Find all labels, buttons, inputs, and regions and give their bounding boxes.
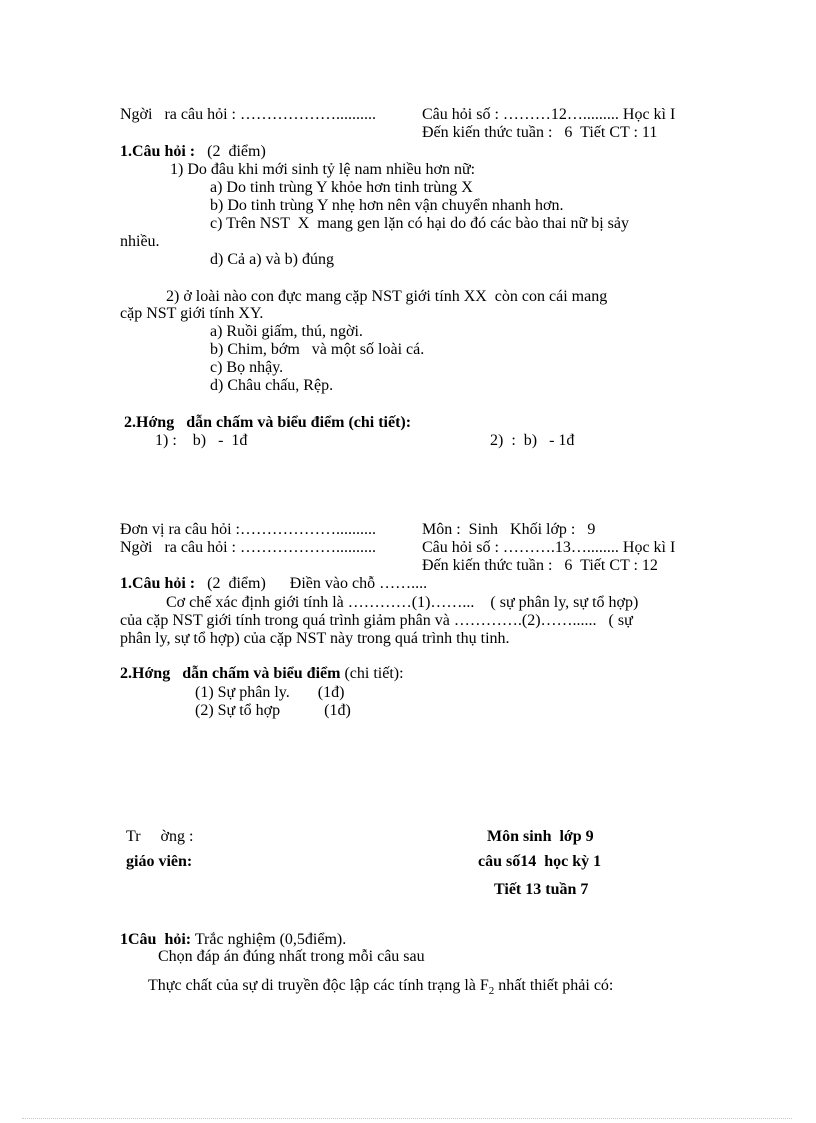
q12-item1-option-b: b) Do tinh trùng Y nhẹ hơn nên vận chuyển nhanh hơn. bbox=[210, 197, 564, 214]
q13-section2-heading bbox=[120, 665, 404, 683]
q12-section1-heading bbox=[120, 143, 266, 161]
q13-text-line1: Cơ chế xác định giới tính là …………(1)……... ( sự phân ly, sự tổ hợp) bbox=[166, 594, 639, 611]
q14-section1-label: 1Câu hỏi: bbox=[120, 931, 192, 948]
q12-section1-points: (2 điểm) bbox=[195, 143, 266, 160]
q14-section1-heading bbox=[120, 931, 346, 949]
q12-question-number: Câu hỏi số : ………12…......... Học kì I bbox=[422, 106, 676, 123]
q12-week: Đến kiến thức tuần : 6 Tiết CT : 11 bbox=[422, 124, 658, 141]
q13-section2-label: 2.Hớng dẫn chấm và biểu điểm bbox=[120, 665, 341, 682]
q12-item2-option-a: a) Ruồi giấm, thú, ngời. bbox=[210, 323, 363, 340]
q12-item2-option-b: b) Chim, bớm và một số loài cá. bbox=[210, 341, 425, 358]
q12-item1-option-c: c) Trên NST X mang gen lặn có hại do đó các bào thai nữ bị sảy bbox=[210, 215, 629, 232]
q13-text-line3: phân ly, sự tổ hợp) của cặp NST này trong quá trình thụ tinh. bbox=[120, 630, 510, 647]
q13-section1-label: 1.Câu hỏi : bbox=[120, 575, 196, 592]
q13-text-line2: của cặp NST giới tính trong quá trình giảm phân và ………….(2)……...... ( sự bbox=[120, 612, 633, 629]
q13-question-number: Câu hỏi số : ……….13…........ Học kì I bbox=[422, 539, 676, 556]
q12-item2-option-d: d) Châu chấu, Rệp. bbox=[210, 377, 334, 394]
q12-answer-1: 1) : b) - 1đ bbox=[155, 432, 248, 449]
q14-section1-rest: Trắc nghiệm (0,5điểm). bbox=[191, 931, 347, 948]
q14-period: Tiết 13 tuần 7 bbox=[494, 881, 589, 898]
q12-item2-option-c: c) Bọ nhậy. bbox=[210, 359, 284, 376]
q14-subject: Môn sinh lớp 9 bbox=[487, 828, 594, 845]
q12-section1-label: 1.Câu hỏi : bbox=[120, 143, 196, 160]
q13-section1-heading bbox=[120, 575, 427, 593]
q12-item1-option-a: a) Do tinh trùng Y khỏe hơn tinh trùng X bbox=[210, 179, 473, 196]
q13-author: Ngời ra câu hỏi : ……………….......... bbox=[120, 539, 376, 556]
q13-section1-rest: (2 điểm) Điền vào chỗ …….... bbox=[195, 575, 428, 592]
q14-question bbox=[148, 977, 613, 1000]
q12-author: Ngời ra câu hỏi : ……………….......... bbox=[120, 106, 376, 123]
q12-item1-option-c-cont: nhiều. bbox=[120, 233, 160, 250]
q13-section2-rest: (chi tiết): bbox=[340, 665, 404, 682]
q14-question-text-end: nhất thiết phải có: bbox=[494, 977, 614, 994]
q14-instruction: Chọn đáp án đúng nhất trong mỗi câu sau bbox=[158, 948, 425, 965]
q12-item1-question: 1) Do đâu khi mới sinh tỷ lệ nam nhiều hơn nữ: bbox=[170, 161, 476, 178]
q13-week: Đến kiến thức tuần : 6 Tiết CT : 12 bbox=[422, 557, 658, 574]
q13-unit: Đơn vị ra câu hỏi :……………….......... bbox=[120, 521, 376, 538]
q12-answer-2: 2) : b) - 1đ bbox=[490, 432, 575, 449]
q13-answer-2: (2) Sự tổ hợp (1đ) bbox=[195, 702, 351, 719]
q14-teacher: giáo viên: bbox=[126, 853, 193, 870]
q12-item1-option-d: d) Cả a) và b) đúng bbox=[210, 251, 334, 268]
q13-answer-1: (1) Sự phân ly. (1đ) bbox=[195, 684, 345, 701]
q14-question-number: câu số14 học kỳ 1 bbox=[478, 853, 602, 870]
q12-section2-heading: 2.Hớng dẫn chấm và biểu điểm (chi tiết): bbox=[124, 414, 412, 431]
q12-item2-question: 2) ở loài nào con đực mang cặp NST giới tính XX còn con cái mang bbox=[166, 288, 608, 305]
q13-subject: Môn : Sinh Khối lớp : 9 bbox=[422, 521, 596, 538]
q14-question-subscript: 2 bbox=[488, 985, 495, 998]
q14-question-text: Thực chất của sự di truyền độc lập các tính trạng là F bbox=[148, 977, 489, 994]
page-bottom-rule bbox=[22, 1118, 792, 1119]
q14-school: Tr ờng : bbox=[126, 828, 194, 845]
q12-item2-question-cont: cặp NST giới tính XY. bbox=[120, 305, 264, 322]
